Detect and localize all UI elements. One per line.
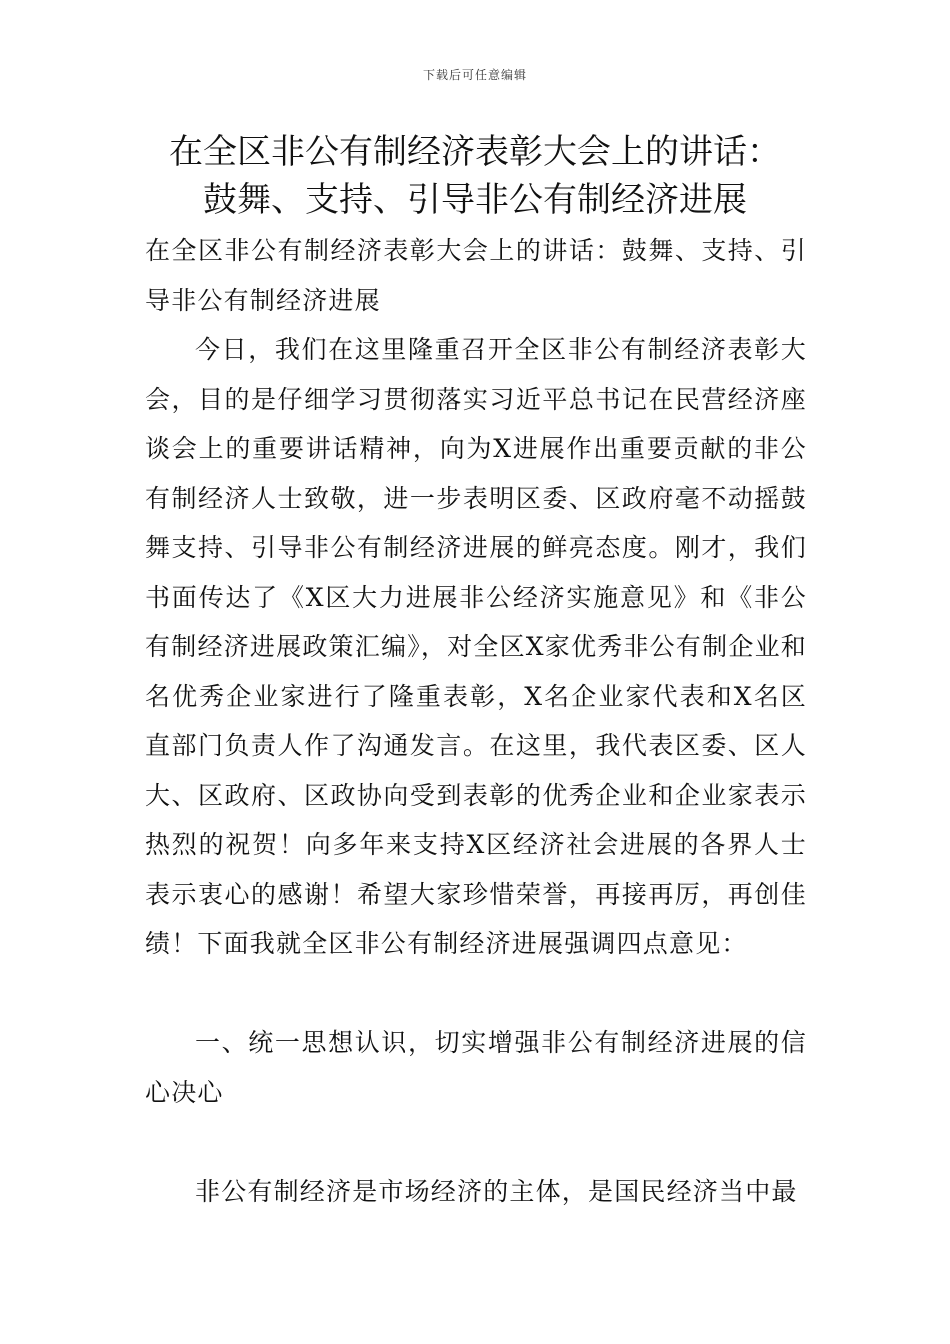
title-line-1: 在全区非公有制经济表彰大会上的讲话：: [169, 132, 781, 172]
subtitle-paragraph: 在全区非公有制经济表彰大会上的讲话：鼓舞、支持、引导非公有制经济进展: [145, 236, 807, 315]
paragraph-gap: [145, 1117, 807, 1167]
header-note: 下载后可任意编辑: [422, 68, 527, 82]
paragraph-gap: [145, 969, 807, 1019]
paragraph-intro: 今日，我们在这里隆重召开全区非公有制经济表彰大会，目的是仔细学习贯彻落实习近平总书记在民营经济座谈会上的重要讲话精神，向为X进展作出重要贡献的非公有制经济人士致敬，进一步表明区委、区政府毫不动摇鼓舞支持、引导非公有制经济进展的鲜亮态度。刚才，我们书面传达了《X区大力进展非公经济实施意见》和《非公有制经济进展政策汇编》，对全区X家优秀非公有制企业和名优秀企业家进行了隆重表彰，X名企业家代表和X名区直部门负责人作了沟通发言。在这里，我代表区委、区人大、区政府、区政协向受到表彰的优秀企业和企业家表示热烈的祝贺！向多年来支持X区经济社会进展的各界人士表示衷心的感谢！希望大家珍惜荣誉，再接再厉，再创佳绩！下面我就全区非公有制经济进展强调四点意见：: [145, 335, 807, 958]
title-line-2: 鼓舞、支持、引导非公有制经济进展: [203, 180, 747, 220]
section-heading-1: 一、统一思想认识，切实增强非公有制经济进展的信心决心: [145, 1028, 807, 1107]
paragraph-section-1: 非公有制经济是市场经济的主体，是国民经济当中最: [195, 1176, 798, 1206]
document-title: [0, 128, 950, 224]
document-body: [145, 226, 807, 1216]
